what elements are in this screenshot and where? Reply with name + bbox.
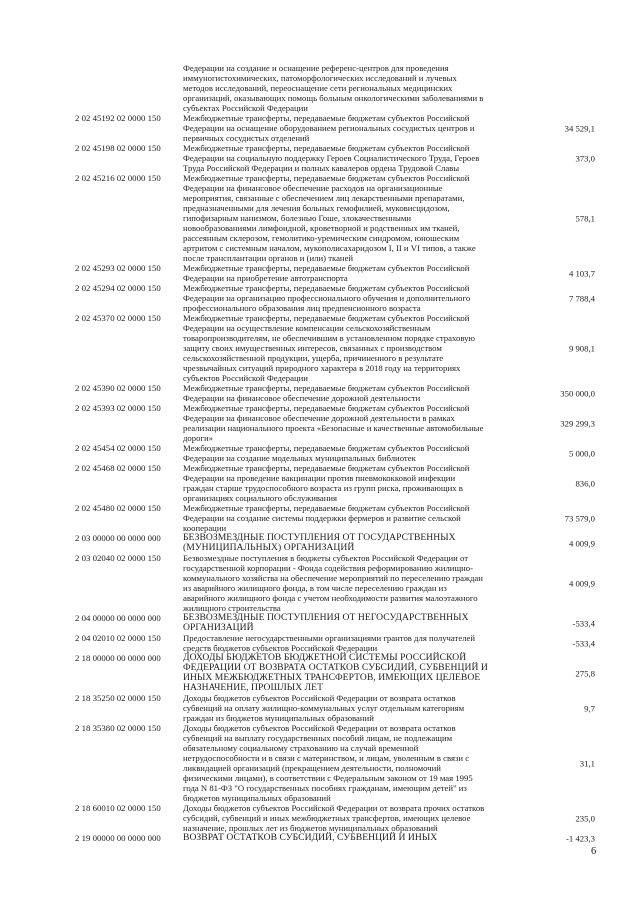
row-description-line: Межбюджетные трансферты, передаваемые бюджетам субъектов Российской [183, 283, 470, 293]
row-description-line: из аварийного жилищного фонда, в том числе переселению граждан из [183, 583, 447, 593]
table-row [75, 633, 595, 653]
table-row [75, 503, 595, 533]
row-description-line: (МУНИЦИПАЛЬНЫХ) ОРГАНИЗАЦИЙ [183, 542, 355, 553]
row-amount: -1 423,3 [566, 833, 595, 844]
row-description-line: Федерации на создание и оснащение референс-центров для проведения [183, 63, 449, 73]
row-description-line: Межбюджетные трансферты, передаваемые бюджетам субъектов Российской [183, 263, 470, 273]
row-amount: -533,4 [572, 618, 595, 629]
row-description-line: субсидий, субвенций и иных межбюджетных трансфертов, имеющих целевое [183, 813, 471, 823]
row-description-line: Федерации на проведение вакцинации против пневмококковой инфекции [183, 473, 456, 483]
row-description [183, 533, 595, 553]
row-description-line: Федерации на создание системы поддержки фермеров и развитие сельской [183, 513, 461, 523]
row-description [183, 143, 595, 173]
row-description-line: дороги» [183, 433, 214, 443]
row-description-line: Федерации на приобретение автотранспорта [183, 273, 348, 283]
row-description [183, 553, 595, 613]
row-code: 2 02 45216 02 0000 150 [75, 173, 161, 183]
row-description-line: Федерации на финансовое обеспечение расходов на организационные [183, 183, 443, 193]
table-row [75, 803, 595, 833]
row-code: 2 18 60010 02 0000 150 [75, 803, 161, 813]
row-code: 2 02 45454 02 0000 150 [75, 443, 161, 453]
row-description-line: товаропроизводителям, не обеспечившим в установленном порядке страховую [183, 333, 475, 343]
row-amount: 9,7 [584, 703, 595, 714]
row-description-line: Федерации на социальную поддержку Героев Социалистического Труда, Героев [183, 153, 480, 163]
row-amount: 73 579,0 [564, 513, 595, 524]
table-row [75, 113, 595, 143]
row-description-line: БЕЗВОЗМЕЗДНЫЕ ПОСТУПЛЕНИЯ ОТ НЕГОСУДАРСТВЕННЫХ [183, 612, 469, 623]
row-description [183, 173, 595, 263]
row-description-line: Безвозмездные поступления в бюджеты субъектов Российской Федерации от [183, 553, 468, 563]
table-row [75, 403, 595, 443]
row-description-line: ДОХОДЫ БЮДЖЕТОВ БЮДЖЕТНОЙ СИСТЕМЫ РОССИЙСКОЙ [183, 652, 467, 663]
row-amount: 329 299,3 [560, 418, 595, 429]
row-description-line: новообразованиями лимфоидной, кроветворной и родственных им тканей, [183, 223, 460, 233]
row-description-line: физическими лицами), в соответствии с Федеральным законом от 19 мая 1995 [183, 773, 473, 783]
row-description [183, 803, 595, 833]
row-description-line: ВОЗВРАТ ОСТАТКОВ СУБСИДИЙ, СУБВЕНЦИЙ И ИНЫХ [183, 832, 438, 843]
row-description-line: чрезвычайных ситуаций природного характера в 2018 году на территориях [183, 363, 461, 373]
table-row [75, 143, 595, 173]
row-description-line: субъектах Российской Федерации [183, 103, 308, 113]
table-row [75, 833, 595, 843]
row-amount: 5 000,0 [568, 448, 595, 459]
row-code: 2 18 00000 00 0000 000 [75, 653, 161, 663]
row-code: 2 02 45393 02 0000 150 [75, 403, 161, 413]
row-description-line: года N 81-ФЗ "О государственных пособиях гражданам, имеющим детей" из [183, 783, 467, 793]
row-description-line: Межбюджетные трансферты, передаваемые бюджетам субъектов Российской [183, 113, 470, 123]
table-row [75, 463, 595, 503]
row-description-line: Межбюджетные трансферты, передаваемые бюджетам субъектов Российской [183, 313, 470, 323]
row-description-line: ликвидацией организаций (прекращением деятельности, полномочий [183, 763, 441, 773]
row-description-line: жилищного строительства [183, 603, 281, 613]
row-description [183, 313, 595, 383]
table-row [75, 383, 595, 403]
row-code: 2 19 00000 00 0000 000 [75, 833, 161, 843]
row-code: 2 02 45468 02 0000 150 [75, 463, 161, 473]
row-description-line: Труда Российской Федерации и полных кавалеров ордена Трудовой Славы [183, 163, 460, 173]
row-amount: 4 009,9 [568, 578, 595, 589]
row-amount: 578,1 [575, 213, 595, 224]
row-description-line: Федерации на финансовое обеспечение дорожной деятельности в рамках [183, 413, 455, 423]
row-description-line: ФЕДЕРАЦИИ ОТ ВОЗВРАТА ОСТАТКОВ СУБСИДИЙ, СУБВЕНЦИЙ И [183, 662, 488, 673]
row-amount: 9 908,1 [568, 343, 595, 354]
row-description [183, 63, 595, 113]
row-description-line: мероприятия, связанные с обеспечением лиц лекарственными препаратами, [183, 193, 465, 203]
row-description-line: Межбюджетные трансферты, передаваемые бюджетам субъектов Российской [183, 173, 470, 183]
row-code: 2 02 45192 02 0000 150 [75, 113, 161, 123]
row-description [183, 693, 595, 723]
row-amount: 34 529,1 [564, 123, 595, 134]
row-code [75, 63, 183, 73]
row-description-line: ИНЫХ МЕЖБЮДЖЕТНЫХ ТРАНСФЕРТОВ, ИМЕЮЩИХ ЦЕЛЕВОЕ [183, 672, 481, 683]
row-amount: 350 000,0 [560, 388, 595, 399]
row-description-line: Межбюджетные трансферты, передаваемые бюджетам субъектов Российской [183, 403, 470, 413]
row-description [183, 463, 595, 503]
row-description-line: предназначенными для лечения больных гемофилией, муковисцидозом, [183, 203, 450, 213]
row-code: 2 02 45390 02 0000 150 [75, 383, 161, 393]
row-code: 2 02 45294 02 0000 150 [75, 283, 161, 293]
row-code: 2 02 45480 02 0000 150 [75, 503, 161, 513]
row-description [183, 263, 595, 283]
row-description [183, 113, 595, 143]
row-description-line: гипофизарным нанизмом, болезнью Гоше, злокачественными [183, 213, 412, 223]
row-amount: 275,8 [575, 668, 595, 679]
table-row [75, 723, 595, 803]
row-code: 2 18 35250 02 0000 150 [75, 693, 161, 703]
row-description-line: защиту своих имущественных интересов, связанных с производством [183, 343, 442, 353]
row-description-line: после трансплантации органов и (или) тканей [183, 253, 354, 263]
row-description-line: Доходы бюджетов субъектов Российской Федерации от возврата остатков [183, 723, 456, 733]
table-row [75, 283, 595, 313]
row-description-line: Межбюджетные трансферты, передаваемые бюджетам субъектов Российской [183, 383, 470, 393]
row-description-line: иммуногистохимических, патоморфологических исследований и лучевых [183, 73, 457, 83]
page-number: 6 [591, 846, 597, 857]
row-description-line: бюджетов муниципальных образований [183, 793, 331, 803]
row-description-line: Межбюджетные трансферты, передаваемые бюджетам субъектов Российской [183, 503, 470, 513]
table-row [75, 613, 595, 633]
row-description-line: кооперации [183, 523, 227, 533]
row-code: 2 02 45370 02 0000 150 [75, 313, 161, 323]
row-description-line: Предоставление негосударственными организациями грантов для получателей [183, 633, 476, 643]
row-description-line: НАЗНАЧЕНИЕ, ПРОШЛЫХ ЛЕТ [183, 682, 323, 693]
row-description [183, 283, 595, 313]
row-amount: 373,0 [575, 153, 595, 164]
row-description-line: Федерации на оснащение оборудованием региональных сосудистых центров и [183, 123, 475, 133]
budget-table [75, 63, 595, 843]
row-description [183, 833, 595, 843]
row-description-line: сельскохозяйственной продукции, ущерба, причиненного в результате [183, 353, 444, 363]
row-amount: 4 103,7 [568, 268, 595, 279]
row-description-line: Межбюджетные трансферты, передаваемые бюджетам субъектов Российской [183, 143, 470, 153]
row-description-line: реализации национального проекта «Безопасные и качественные автомобильные [183, 423, 484, 433]
row-description-line: средств бюджетов субъектов Российской Федерации [183, 643, 378, 653]
row-description-line: Федерации на осуществление компенсации сельскохозяйственным [183, 323, 431, 333]
row-description-line: Межбюджетные трансферты, передаваемые бюджетам субъектов Российской [183, 463, 470, 473]
table-row [75, 63, 595, 113]
row-description-line: Доходы бюджетов субъектов Российской Федерации от возврата прочих остатков [183, 803, 485, 813]
row-description [183, 443, 595, 463]
row-code: 2 04 02010 02 0000 150 [75, 633, 161, 643]
row-description-line: артритом с системным началом, мукополисахаридозом I, II и VI типов, а также [183, 243, 476, 253]
row-description-line: коммунального хозяйства на обеспечение мероприятий по переселению граждан [183, 573, 483, 583]
row-description-line: организаций, оказывающих помощь больным онкологическими заболеваниями в [183, 93, 484, 103]
row-description-line: обязательному социальному страхованию на случай временной [183, 743, 419, 753]
row-description-line: государственной корпорации - Фонда содействия реформированию жилищно- [183, 563, 474, 573]
row-amount: 836,0 [575, 478, 595, 489]
table-row [75, 693, 595, 723]
row-code: 2 18 35380 02 0000 150 [75, 723, 161, 733]
table-row [75, 263, 595, 283]
table-row [75, 653, 595, 693]
row-description-line: аварийного жилищного фонда с учетом необходимости развития малоэтажного [183, 593, 478, 603]
row-description-line: ОРГАНИЗАЦИЙ [183, 622, 254, 633]
row-description-line: субвенций на выплату государственных пособий лицам, не подлежащим [183, 733, 453, 743]
row-description-line: Межбюджетные трансферты, передаваемые бюджетам субъектов Российской [183, 443, 470, 453]
row-amount: -533,4 [572, 638, 595, 649]
row-description [183, 503, 595, 533]
row-amount: 4 009,9 [568, 538, 595, 549]
row-description-line: БЕЗВОЗМЕЗДНЫЕ ПОСТУПЛЕНИЯ ОТ ГОСУДАРСТВЕННЫХ [183, 532, 456, 543]
row-code: 2 02 45198 02 0000 150 [75, 143, 161, 153]
row-description-line: Доходы бюджетов субъектов Российской Федерации от возврата остатков [183, 693, 456, 703]
row-description-line: назначение, прошлых лет из бюджетов муниципальных образований [183, 823, 438, 833]
row-description [183, 723, 595, 803]
row-amount: 235,0 [575, 813, 595, 824]
table-row [75, 553, 595, 613]
row-description-line: Федерации на организацию профессионального обучения и дополнительного [183, 293, 471, 303]
row-description-line: граждан старше трудоспособного возраста из групп риска, проживающих в [183, 483, 463, 493]
row-description-line: нетрудоспособности и в связи с материнством, и лицам, уволенным в связи с [183, 753, 470, 763]
table-row [75, 173, 595, 263]
row-description [183, 403, 595, 443]
row-description-line: граждан из бюджетов муниципальных образований [183, 713, 374, 723]
row-description-line: рассеянным склерозом, гемолитико-уремическим синдромом, юношеским [183, 233, 460, 243]
row-code: 2 02 45293 02 0000 150 [75, 263, 161, 273]
table-row [75, 313, 595, 383]
row-amount: 31,1 [579, 758, 595, 769]
row-description [183, 383, 595, 403]
row-description-line: субвенций на оплату жилищно-коммунальных услуг отдельным категориям [183, 703, 465, 713]
row-description-line: субъектов Российской Федерации [183, 373, 308, 383]
row-description-line: Федерации на создание модельных муниципальных библиотек [183, 453, 416, 463]
row-code: 2 04 00000 00 0000 000 [75, 613, 161, 623]
row-description [183, 653, 595, 693]
table-row [75, 443, 595, 463]
row-description-line: методов исследований, переоснащение сети региональных медицинских [183, 83, 453, 93]
row-amount: 7 788,4 [568, 293, 595, 304]
table-row [75, 533, 595, 553]
row-description-line: Федерации на финансовое обеспечение дорожной деятельности [183, 393, 421, 403]
row-description-line: первичных сосудистых отделений [183, 133, 310, 143]
row-code: 2 03 00000 00 0000 000 [75, 533, 161, 543]
row-description-line: профессионального образования лиц предпенсионного возраста [183, 303, 421, 313]
row-code: 2 03 02040 02 0000 150 [75, 553, 161, 563]
row-description [183, 633, 595, 653]
row-description-line: организациях социального обслуживания [183, 493, 338, 503]
row-description [183, 613, 595, 633]
